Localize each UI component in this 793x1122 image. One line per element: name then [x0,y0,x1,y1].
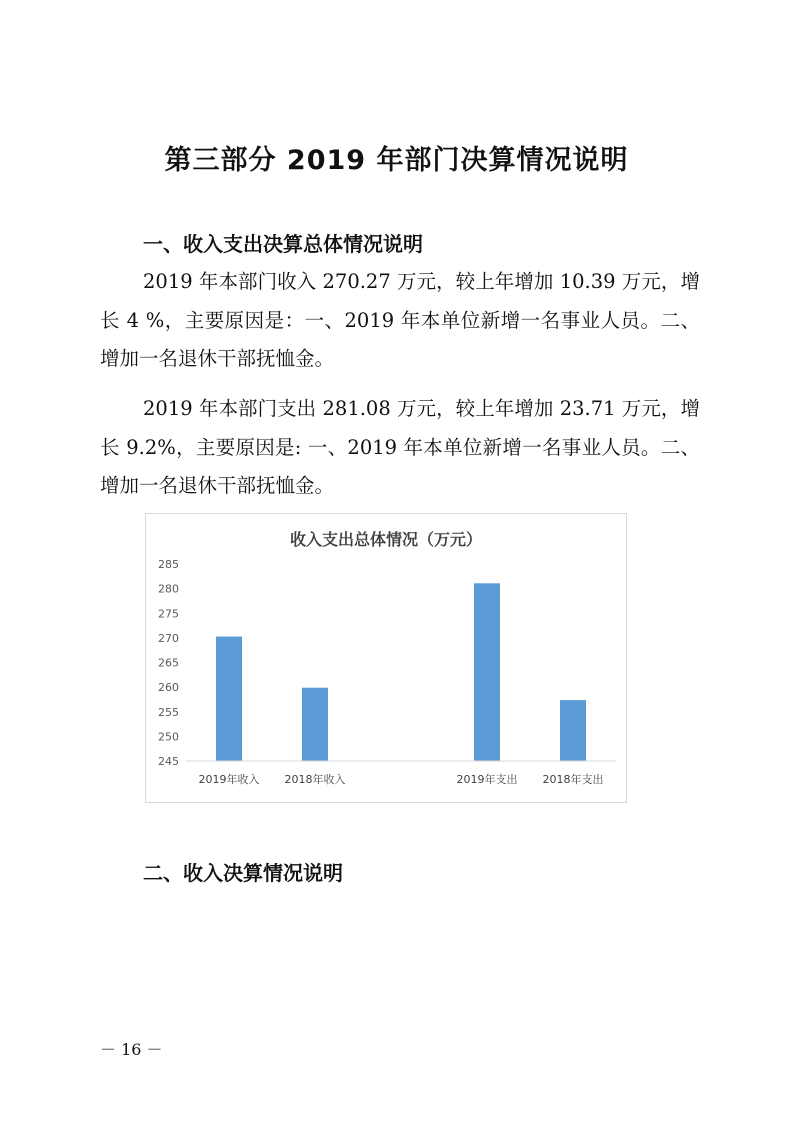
y-tick-label-2: 255 [158,705,179,719]
section-heading-1: 一、收入支出决算总体情况说明 [143,232,423,256]
page-number: － 16 － [100,1040,163,1059]
paragraph-income: 2019 年本部门收入 270.27 万元，较上年增加 10.39 万元，增长 4 %，主要原因是：一、2019 年本单位新增一名事业人员。二、增加一名退休干部抚恤金。 [100,270,700,370]
x-tick-label-1: 2018年收入 [284,773,346,786]
x-tick-label-3: 2019年支出 [456,773,518,786]
y-tick-label-6: 275 [158,607,179,621]
y-tick-label-4: 265 [158,656,179,670]
y-tick-label-0: 245 [158,755,179,768]
bar-1 [302,688,328,761]
bar-4 [560,700,586,761]
y-tick-label-1: 250 [158,730,179,744]
x-tick-label-0: 2019年收入 [198,773,260,786]
bar-0 [216,637,242,761]
y-tick-label-3: 260 [158,681,179,695]
section-heading-2: 二、收入决算情况说明 [143,861,343,885]
bar-3 [474,583,500,761]
chart-title: 收入支出总体情况（万元） [289,530,482,549]
y-tick-label-5: 270 [158,631,179,645]
y-tick-label-8: 285 [158,558,179,571]
x-tick-label-4: 2018年支出 [542,773,604,786]
paragraph-expenditure: 2019 年本部门支出 281.08 万元，较上年增加 23.71 万元，增长 9.2%，主要原因是: 一、2019 年本单位新增一名事业人员。二、增加一名退休干部抚恤金。 [100,397,700,497]
summary-chart [145,513,627,803]
chart-plot [146,514,626,802]
y-tick-label-7: 280 [158,582,179,596]
page-title: 第三部分 2019 年部门决算情况说明 [164,145,629,176]
